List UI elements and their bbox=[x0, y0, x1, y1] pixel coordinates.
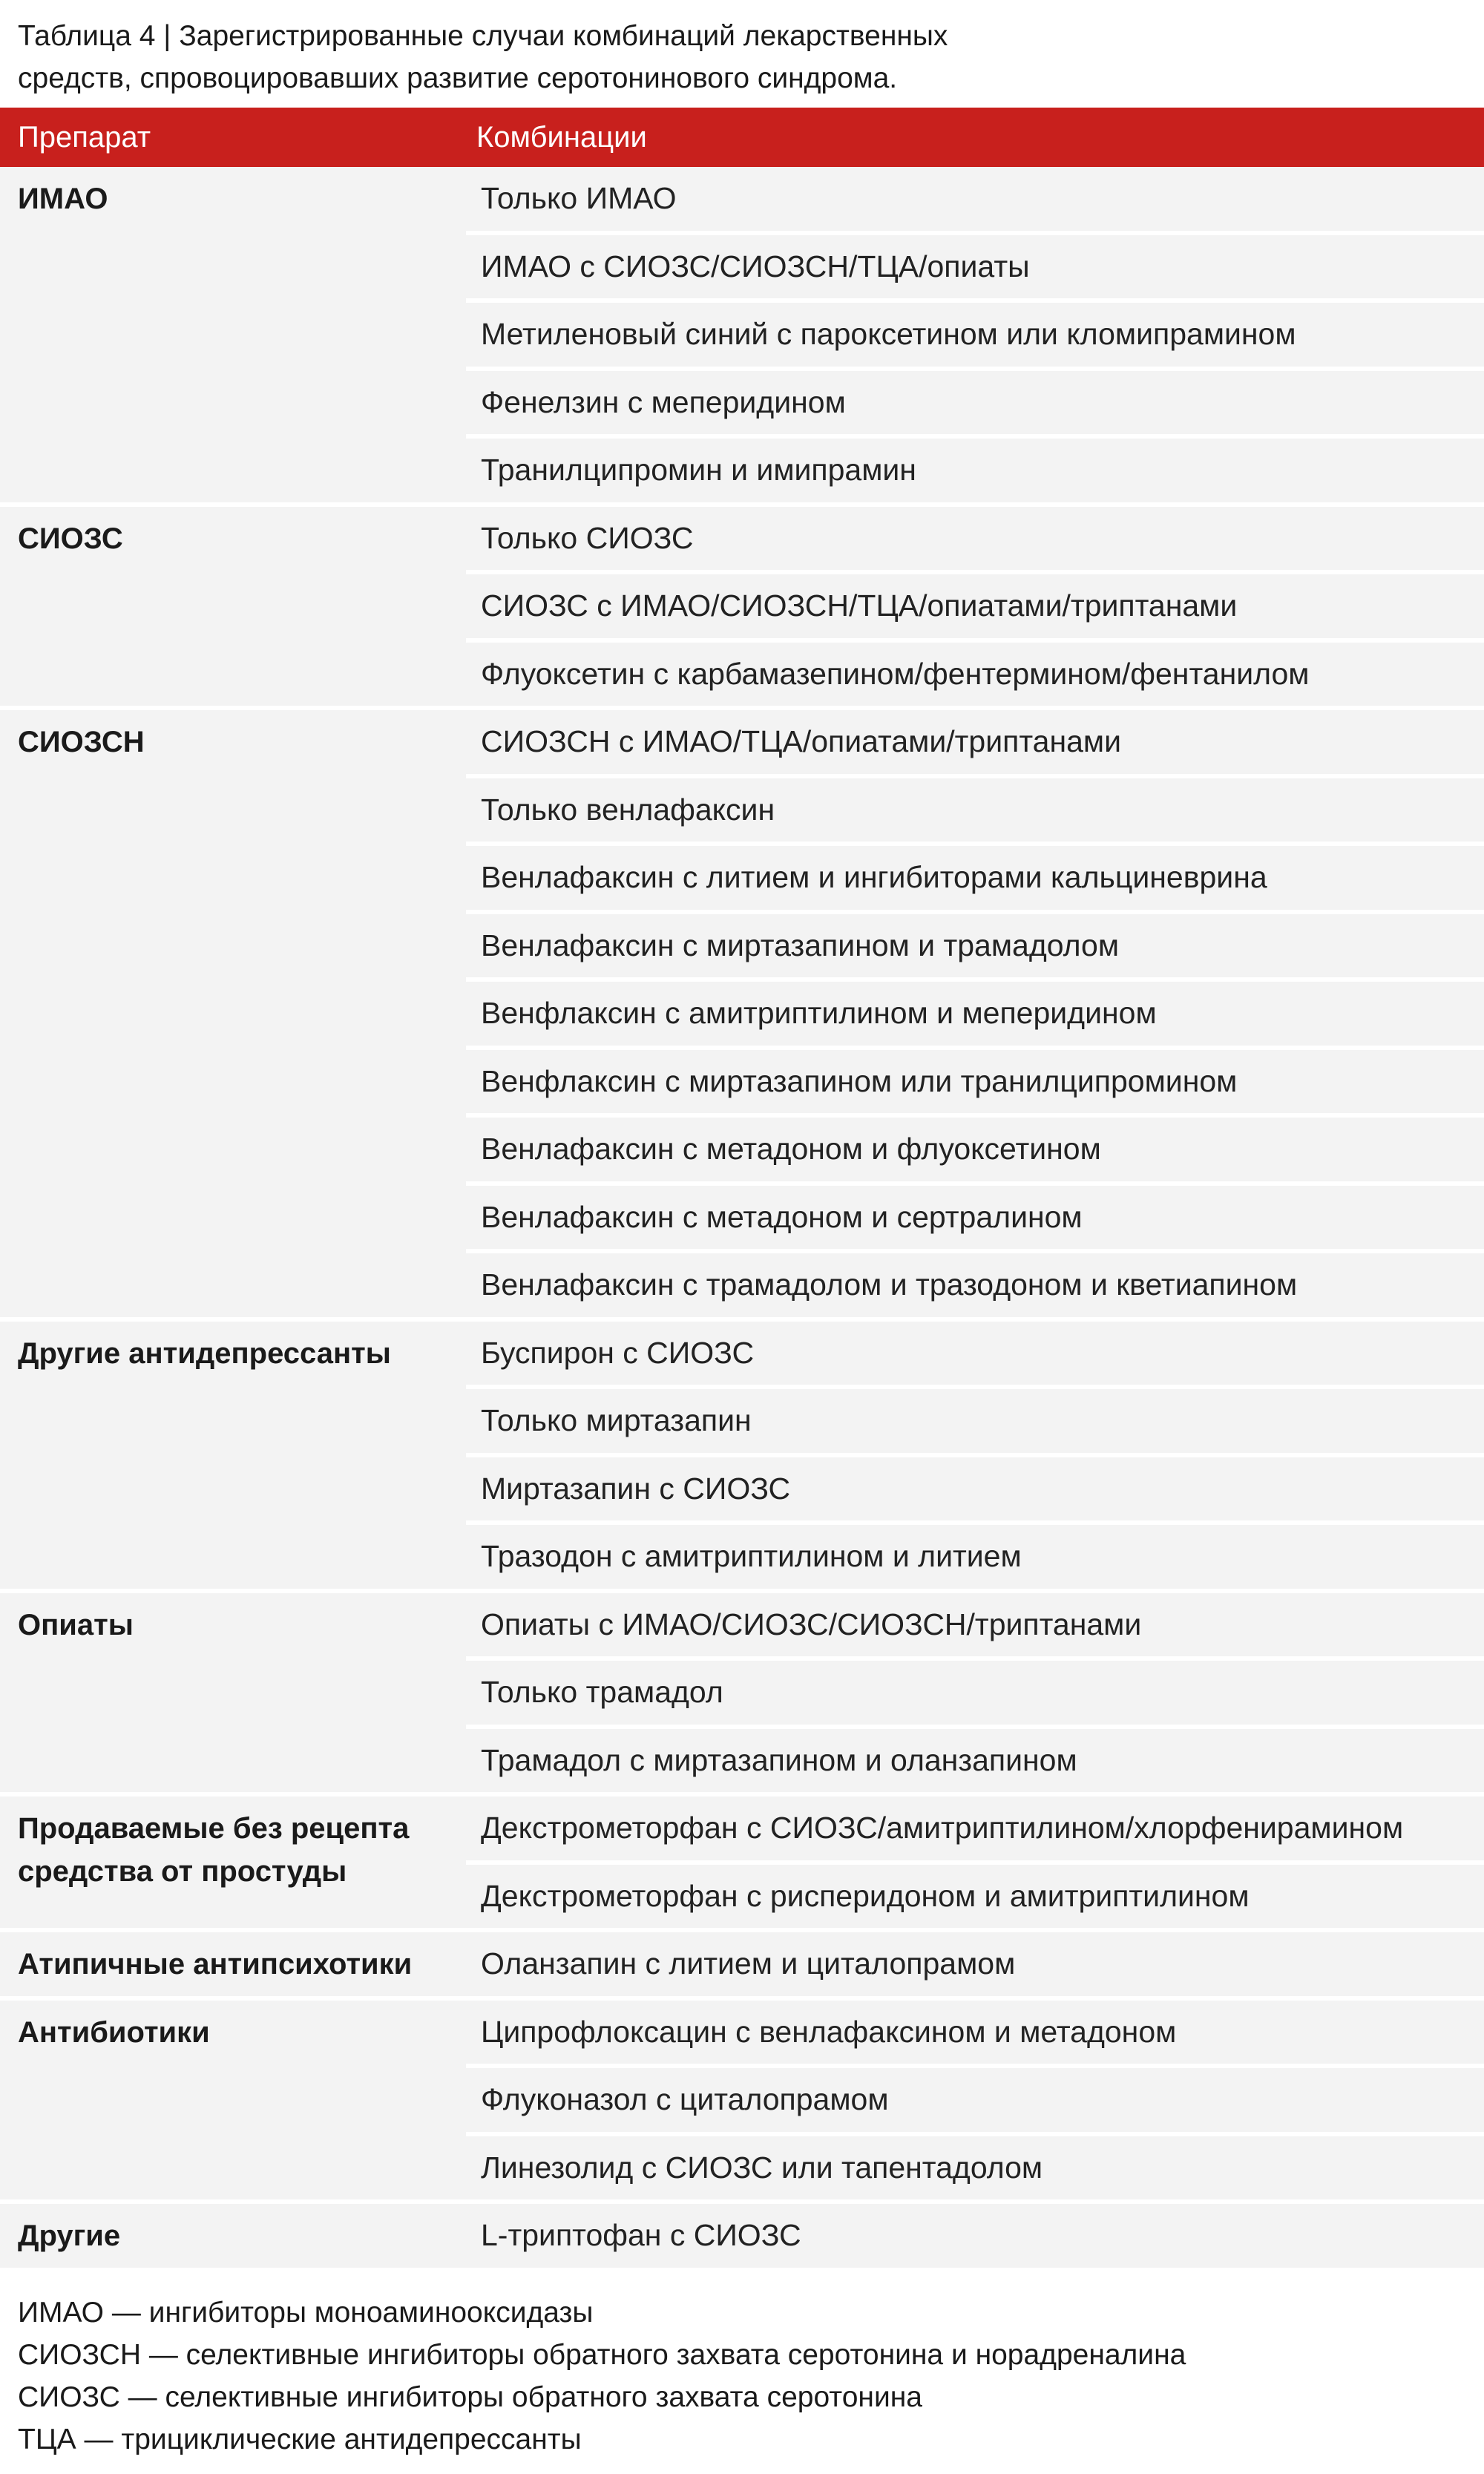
combinations-list bbox=[466, 2001, 1484, 2200]
table-group-antibiotics bbox=[0, 1996, 1484, 2200]
combinations-list bbox=[466, 1322, 1484, 1589]
combination-item: Фенелзин с меперидином bbox=[466, 367, 1484, 435]
table-group-otc-cold-remedies bbox=[0, 1792, 1484, 1928]
legend-item: СИОЗСН — селективные ингибиторы обратного захвата серотонина и норадреналина bbox=[18, 2339, 1186, 2371]
combination-item: Оланзапин с литием и циталопрамом bbox=[481, 1946, 1016, 1981]
combination-item: L-триптофан с СИОЗС bbox=[481, 2218, 801, 2252]
table-title-line-1: Таблица 4 | Зарегистрированные случаи комбинаций лекарственных bbox=[18, 20, 948, 52]
combination-item: Венлафаксин с литием и ингибиторами кальциневрина bbox=[466, 841, 1484, 910]
combination-item: СИОЗС с ИМАО/СИОЗСН/ТЦА/опиатами/триптанами bbox=[466, 570, 1484, 638]
drug-name: Другие антидепрессанты bbox=[18, 1336, 391, 1370]
combinations-list bbox=[466, 2204, 1484, 2268]
table-group-ssri bbox=[0, 502, 1484, 706]
drug-name-line: Продаваемые без рецепта bbox=[18, 1812, 410, 1845]
legend-item: ТЦА — трициклические антидепрессанты bbox=[18, 2424, 582, 2455]
column-header-drug: Препарат bbox=[18, 121, 151, 154]
combination-item: Миртазапин с СИОЗС bbox=[466, 1453, 1484, 1521]
table-group-atypical-antipsychotics bbox=[0, 1928, 1484, 1996]
legend-item: ИМАО — ингибиторы моноаминооксидазы bbox=[18, 2297, 594, 2329]
table-group-imao bbox=[0, 167, 1484, 502]
combination-item: Метиленовый синий с пароксетином или кломипрамином bbox=[466, 298, 1484, 367]
combination-item: Флуконазол с циталопрамом bbox=[466, 2064, 1484, 2132]
drug-name bbox=[18, 1797, 448, 1893]
column-header-combinations: Комбинации bbox=[476, 121, 647, 154]
drug-name: СИОЗСН bbox=[18, 726, 145, 758]
drug-name: Опиаты bbox=[18, 1608, 134, 1641]
combination-item: Линезолид с СИОЗС или тапентадолом bbox=[466, 2132, 1484, 2200]
combinations-list bbox=[466, 710, 1484, 1317]
combination-item: Транилципромин и имипрамин bbox=[466, 434, 1484, 502]
drug-name: СИОЗС bbox=[18, 522, 123, 555]
combination-item: Буспирон с СИОЗС bbox=[481, 1335, 755, 1370]
drug-name: Атипичные антипсихотики bbox=[18, 1948, 413, 1981]
combination-item: ИМАО с СИОЗС/СИОЗСН/ТЦА/опиаты bbox=[466, 231, 1484, 299]
combination-item: Только трамадол bbox=[466, 1656, 1484, 1725]
combination-item: Декстрометорфан с СИОЗС/амитриптилином/хлорфенирамином bbox=[481, 1811, 1404, 1845]
combinations-list bbox=[466, 1797, 1484, 1928]
table-group-opiates bbox=[0, 1589, 1484, 1793]
drug-name: Антибиотики bbox=[18, 2015, 210, 2049]
combination-item: Только миртазапин bbox=[466, 1385, 1484, 1453]
table-group-snri bbox=[0, 706, 1484, 1317]
table-header-row bbox=[0, 108, 1484, 167]
combination-item: Только СИОЗС bbox=[481, 520, 694, 555]
combination-item: Венлафаксин с метадоном и флуоксетином bbox=[466, 1113, 1484, 1181]
drug-name: Другие bbox=[18, 2219, 121, 2252]
combination-item: Тразодон с амитриптилином и литием bbox=[466, 1520, 1484, 1589]
combination-item: Декстрометорфан с рисперидоном и амитриптилином bbox=[466, 1860, 1484, 1929]
combinations-list bbox=[466, 1932, 1484, 1996]
combinations-list bbox=[466, 1593, 1484, 1793]
combination-item: Венлафаксин с метадоном и сертралином bbox=[466, 1181, 1484, 1250]
combination-item: Венлафаксин с трамадолом и тразодоном и кветиапином bbox=[466, 1249, 1484, 1317]
abbreviations-legend bbox=[18, 2291, 1472, 2461]
combination-item: Венфлаксин с миртазапином или транилципромином bbox=[466, 1046, 1484, 1114]
table-title bbox=[18, 15, 1472, 99]
combination-item: Венфлаксин с амитриптилином и меперидином bbox=[466, 977, 1484, 1046]
combination-item: СИОЗСН с ИМАО/ТЦА/опиатами/триптанами bbox=[481, 724, 1121, 758]
combination-item: Только венлафаксин bbox=[466, 774, 1484, 842]
table-title-line-2: средств, спровоцировавших развитие серотонинового синдрома. bbox=[18, 62, 898, 94]
combination-item: Трамадол с миртазапином и оланзапином bbox=[466, 1725, 1484, 1793]
combination-item: Только ИМАО bbox=[481, 181, 677, 215]
combination-item: Венлафаксин с миртазапином и трамадолом bbox=[466, 910, 1484, 978]
combinations-list bbox=[466, 507, 1484, 706]
drug-combinations-table bbox=[0, 108, 1484, 2268]
legend-item: СИОЗС — селективные ингибиторы обратного захвата серотонина bbox=[18, 2381, 922, 2413]
drug-name-line: средства от простуды bbox=[18, 1855, 347, 1888]
combination-item: Флуоксетин с карбамазепином/фентермином/фентанилом bbox=[466, 638, 1484, 706]
drug-name: ИМАО bbox=[18, 183, 108, 215]
combination-item: Опиаты с ИМАО/СИОЗС/СИОЗСН/триптанами bbox=[481, 1607, 1142, 1641]
table-group-other-antidepressants bbox=[0, 1317, 1484, 1589]
combination-item: Ципрофлоксацин с венлафаксином и метадоном bbox=[481, 2014, 1177, 2049]
table-group-others bbox=[0, 2199, 1484, 2268]
combinations-list bbox=[466, 167, 1484, 502]
